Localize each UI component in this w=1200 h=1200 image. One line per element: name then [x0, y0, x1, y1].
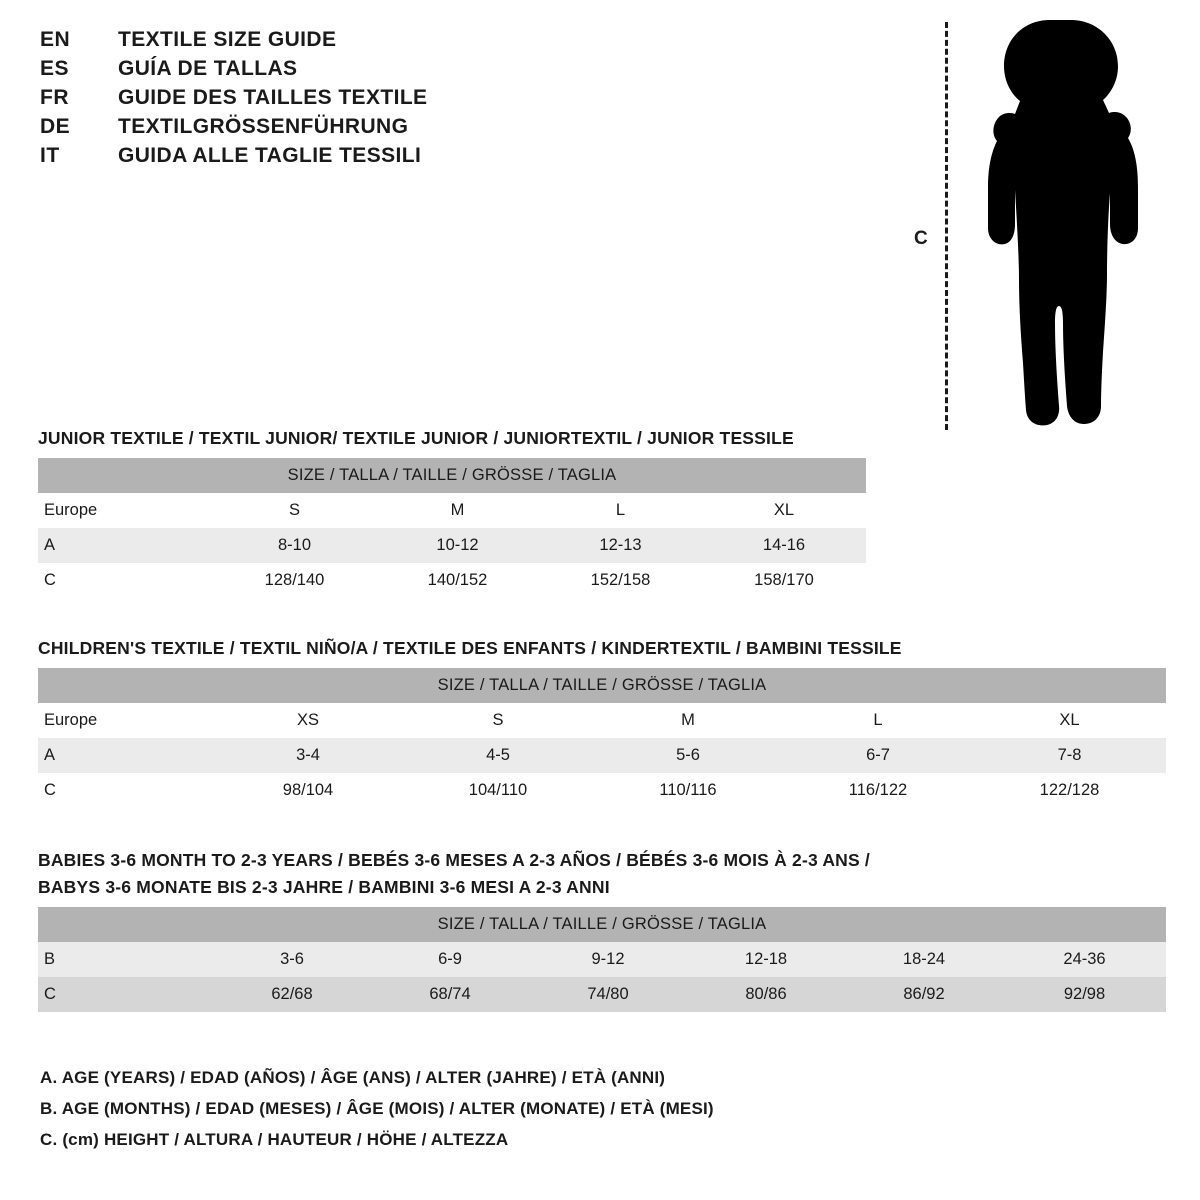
- children-a-0: 3-4: [213, 738, 403, 773]
- children-europe-2: M: [593, 703, 783, 738]
- section-babies-title: [38, 850, 1166, 898]
- babies-c-3: 80/86: [687, 977, 845, 1012]
- babies-c-5: 92/98: [1003, 977, 1166, 1012]
- babies-b-4: 18-24: [845, 942, 1003, 977]
- lang-code-it: IT: [40, 144, 60, 167]
- toddler-silhouette-icon: [955, 18, 1155, 428]
- children-a-4: 7-8: [973, 738, 1166, 773]
- junior-c-2: 152/158: [539, 563, 702, 598]
- table-row: [38, 493, 866, 528]
- title-row-de: [40, 115, 560, 139]
- section-babies-textile: [38, 850, 1166, 1012]
- babies-banner-label: SIZE / TALLA / TAILLE / GRÖSSE / TAGLIA: [38, 907, 1166, 942]
- babies-size-table: [38, 907, 1166, 1012]
- babies-b-2: 9-12: [529, 942, 687, 977]
- junior-europe-3: XL: [702, 493, 866, 528]
- table-row: [38, 773, 1166, 808]
- legend-block: [40, 1068, 1140, 1161]
- legend-line-a: A. AGE (YEARS) / EDAD (AÑOS) / ÂGE (ANS) / ALTER (JAHRE) / ETÀ (ANNI): [40, 1068, 666, 1087]
- section-children-textile: [38, 638, 1166, 808]
- children-a-1: 4-5: [403, 738, 593, 773]
- lang-code-es: ES: [40, 57, 70, 80]
- babies-c-0: 62/68: [213, 977, 371, 1012]
- section-babies-title-line1: BABIES 3-6 MONTH TO 2-3 YEARS / BEBÉS 3-6 MESES A 2-3 AÑOS / BÉBÉS 3-6 MOIS À 2-3 ANS /: [38, 850, 870, 870]
- children-row-a-label: A: [38, 738, 213, 773]
- section-children-title: CHILDREN'S TEXTILE / TEXTIL NIÑO/A / TEXTILE DES ENFANTS / KINDERTEXTIL / BAMBINI TESSILE: [38, 638, 902, 658]
- children-a-3: 6-7: [783, 738, 973, 773]
- lang-code-en: EN: [40, 28, 71, 51]
- height-measure-label: C: [914, 228, 928, 249]
- junior-europe-1: M: [376, 493, 539, 528]
- babies-b-0: 3-6: [213, 942, 371, 977]
- title-text-de: TEXTILGRÖSSENFÜHRUNG: [118, 115, 409, 138]
- babies-b-5: 24-36: [1003, 942, 1166, 977]
- title-text-it: GUIDA ALLE TAGLIE TESSILI: [118, 144, 422, 167]
- junior-c-1: 140/152: [376, 563, 539, 598]
- children-banner-row: [38, 668, 1166, 703]
- children-europe-1: S: [403, 703, 593, 738]
- children-a-2: 5-6: [593, 738, 783, 773]
- section-junior-title: JUNIOR TEXTILE / TEXTIL JUNIOR/ TEXTILE JUNIOR / JUNIORTEXTIL / JUNIOR TESSILE: [38, 428, 794, 448]
- title-row-fr: [40, 86, 560, 110]
- title-text-en: TEXTILE SIZE GUIDE: [118, 28, 337, 51]
- table-row: [38, 942, 1166, 977]
- title-text-es: GUÍA DE TALLAS: [118, 57, 298, 80]
- junior-banner-row: [38, 458, 866, 493]
- children-c-1: 104/110: [403, 773, 593, 808]
- junior-a-3: 14-16: [702, 528, 866, 563]
- table-row: [38, 703, 1166, 738]
- babies-row-c-label: C: [38, 977, 213, 1012]
- title-row-it: [40, 144, 560, 168]
- junior-a-0: 8-10: [213, 528, 376, 563]
- title-row-en: [40, 28, 560, 52]
- table-row: [38, 738, 1166, 773]
- title-block: [40, 28, 560, 173]
- table-row: [38, 563, 866, 598]
- junior-row-europe-label: Europe: [38, 493, 213, 528]
- legend-line-b: B. AGE (MONTHS) / EDAD (MESES) / ÂGE (MOIS) / ALTER (MONATE) / ETÀ (MESI): [40, 1099, 714, 1118]
- children-europe-4: XL: [973, 703, 1166, 738]
- lang-code-fr: FR: [40, 86, 69, 109]
- babies-b-3: 12-18: [687, 942, 845, 977]
- junior-size-table: [38, 458, 866, 598]
- children-size-table: [38, 668, 1166, 808]
- junior-c-3: 158/170: [702, 563, 866, 598]
- babies-banner-row: [38, 907, 1166, 942]
- title-text-fr: GUIDE DES TAILLES TEXTILE: [118, 86, 428, 109]
- section-junior-textile: [38, 428, 1166, 598]
- junior-europe-0: S: [213, 493, 376, 528]
- junior-row-c-label: C: [38, 563, 213, 598]
- table-row: [38, 528, 866, 563]
- legend-line-c: C. (cm) HEIGHT / ALTURA / HAUTEUR / HÖHE / ALTEZZA: [40, 1130, 509, 1149]
- children-row-c-label: C: [38, 773, 213, 808]
- section-babies-title-line2: BABYS 3-6 MONATE BIS 2-3 JAHRE / BAMBINI 3-6 MESI A 2-3 ANNI: [38, 877, 610, 897]
- junior-europe-2: L: [539, 493, 702, 528]
- lang-code-de: DE: [40, 115, 71, 138]
- children-banner-label: SIZE / TALLA / TAILLE / GRÖSSE / TAGLIA: [38, 668, 1166, 703]
- babies-row-b-label: B: [38, 942, 213, 977]
- children-c-2: 110/116: [593, 773, 783, 808]
- title-row-es: [40, 57, 560, 81]
- babies-c-2: 74/80: [529, 977, 687, 1012]
- height-measure-dashed-line: [945, 22, 948, 430]
- children-europe-0: XS: [213, 703, 403, 738]
- children-c-4: 122/128: [973, 773, 1166, 808]
- table-row: [38, 977, 1166, 1012]
- junior-c-0: 128/140: [213, 563, 376, 598]
- children-row-europe-label: Europe: [38, 703, 213, 738]
- babies-c-4: 86/92: [845, 977, 1003, 1012]
- children-europe-3: L: [783, 703, 973, 738]
- junior-row-a-label: A: [38, 528, 213, 563]
- child-figure-diagram: [900, 10, 1160, 430]
- children-c-0: 98/104: [213, 773, 403, 808]
- children-c-3: 116/122: [783, 773, 973, 808]
- junior-a-1: 10-12: [376, 528, 539, 563]
- babies-c-1: 68/74: [371, 977, 529, 1012]
- junior-a-2: 12-13: [539, 528, 702, 563]
- babies-b-1: 6-9: [371, 942, 529, 977]
- junior-banner-label: SIZE / TALLA / TAILLE / GRÖSSE / TAGLIA: [38, 458, 866, 493]
